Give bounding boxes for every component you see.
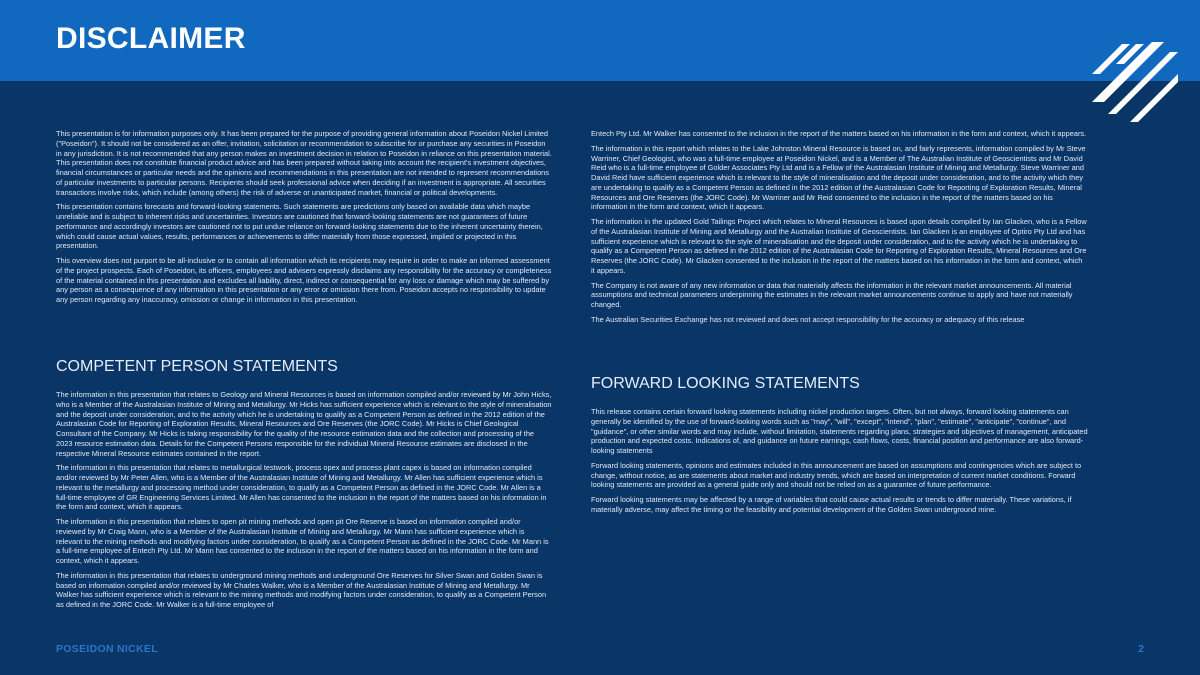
- footer-brand: POSEIDON NICKEL: [56, 643, 158, 655]
- competent-paragraph: The information in this presentation that relates to metallurgical testwork, process opex and process plant capex is based on information compiled and/or reviewed by Mr Peter Allen, who is a Member of the Australasian Institute of Mining and Metallurgy. Mr Allen has sufficient experience which is relevant to the metallurgy and processing method under consideration, to qualify as a Competent Person as defined in the JORC Code. Mr Allen is a full-time employee of GR Engineering Services Limited. Mr Allen has consented to the inclusion in the report of the matters based on his information in the form and context, which it appears.: [56, 463, 547, 512]
- right-column: [591, 129, 1088, 330]
- intro-paragraph: This overview does not purport to be all-inclusive or to contain all information which its recipients may require in order to make an informed assessment of the project prospects. Each of Poseidon, its officers, employees and advisers expressly disclaims any responsibility for the accuracy or completeness of the material contained in this presentation and excludes all liability, direct, indirect or consequential for any loss or damage which may be suffered by any person as a consequence of any information in this presentation or any error or omission there from. Poseidon accepts no responsibility to update any person regarding any inaccuracy, omission or change in information in this presentation.: [56, 256, 552, 304]
- forward-section-body: [591, 407, 1088, 520]
- intro-paragraph: This presentation is for information purposes only. It has been prepared for the purpose of providing general information about Poseidon Nickel Limited ("Poseidon"). It should not be considered as an offer, invitation, solicitation or recommendation to subscribe for or purchase any securities in Poseidon in any jurisdiction. It is not recommended that any person makes an investment decision in relation to Poseidon in reliance on this presentation material. This presentation does not constitute financial product advice and has been prepared without taking into account the recipient's investment objectives, financial circumstances or particular needs and the opinions and recommendations in this presentation are not intended to represent recommendations of particular investments to particular persons. Recipients should seek professional advice when deciding if an investment is appropriate. All securities transactions involve risks, which include (among others) the risk of adverse or unanticipated market, financial or political developments.: [56, 129, 552, 197]
- competent-section-heading: [56, 358, 338, 376]
- competent-section-body: [56, 390, 552, 615]
- competent-paragraph: The information in this presentation that relates to underground mining methods and underground Ore Reserves for Silver Swan and Golden Swan is based on information compiled and/or reviewed by Mr Charles Walker, who is a Member of the Australasian Institute of Mining and Metallurgy. Mr Walker has sufficient experience which is relevant to the mining methods and modifying factors under consideration, to qualify as a Competent Person as defined in the JORC Code. Mr Walker is a full-time employee of: [56, 570, 547, 609]
- forward-section-heading: [591, 375, 860, 393]
- diagonal-stripes-logo-icon: [1090, 26, 1180, 126]
- page-title: DISCLAIMER: [56, 22, 246, 55]
- right-paragraph: The Australian Securities Exchange has not reviewed and does not accept responsibility for the accuracy or adequacy of this release: [591, 314, 1025, 324]
- forward-heading-badge: FORWARD LOOKING STATEMENTS: [591, 375, 860, 392]
- competent-paragraph: The information in this presentation that relates to Geology and Mineral Resources is based on information compiled and/or reviewed by Mr John Hicks, who is a Member of the Australasian Institute of Mining and Metallurgy. Mr Hicks has sufficient experience which is relevant to the style of mineralisation and the deposit under consideration, and to the activity which he is undertaking to qualify as a Competent Person as defined in the 2012 edition of the Australasian Code for Reporting of Exploration Results, Mineral Resources and Ore Reserves (the JORC Code). Mr Hicks is Chief Geological Consultant of the Company. Mr Hicks is taking responsibility for the quality of the resource estimation data and the collection and processing of the 2023 resource estimation data. Details for the Competent Persons responsible for the individual Mineral Resource estimates are disclosed in the respective Mineral Resource estimates contained in the report.: [56, 390, 552, 458]
- competent-paragraph: The information in this presentation that relates to open pit mining methods and open pit Ore Reserve is based on information compiled and/or reviewed by Mr Craig Mann, who is a Member of the Australasian Institute of Mining and Metallurgy. Mr Mann has sufficient experience which is relevant to the mining methods and modifying factors under consideration, to qualify as a Competent Person as defined in the JORC Code. Mr Mann is a full-time employee of Entech Pty Ltd. Mr Mann has consented to the inclusion in the report of the matters based on his information in the form and context, which it appears.: [56, 517, 549, 565]
- right-paragraph: The information in the updated Gold Tailings Project which relates to Mineral Resources is based upon details compiled by Ian Glacken, who is a Fellow of the Australasian Institute of Mining and Metallurgy and the Australian Institute of Geoscientists. Ian Glacken is an employee of Optiro Pty Ltd and has sufficient experience which is relevant to the style of mineralisation and the deposit under consideration, and to the activity which he is undertaking to qualify as a Competent Person as defined in the 2012 edition of the Australasian Code for Reporting of Exploration Results, Mineral Resources and Ore Reserves (the JORC Code). Mr Glacken consented to the inclusion in the report of the matters based on his information in the form and context, which it appears.: [591, 217, 1087, 275]
- forward-paragraph: Forward looking statements, opinions and estimates included in this announcement are based on assumptions and contingencies which are subject to change, without notice, as are statements about market and industry trends, which are based on interpretation of current market conditions. Forward looking statements are provided as a general guide only and should not be relied on as a guarantee of future performance.: [591, 460, 1082, 490]
- right-paragraph: Entech Pty Ltd. Mr Walker has consented to the inclusion in the report of the matters based on his information in the form and context, which it appears.: [591, 129, 1087, 138]
- forward-paragraph: Forward looking statements may be affected by a range of variables that could cause actual results or trends to differ materially. These variations, if materially adverse, may affect the timing or the feasibility and potential development of the Golden Swan underground mine.: [591, 495, 1072, 514]
- competent-heading-badge: COMPETENT PERSON STATEMENTS: [56, 358, 338, 375]
- intro-paragraph: This presentation contains forecasts and forward-looking statements. Such statements are predictions only based on available data which maybe unreliable and is subject to inherent risks and uncertainties. Investors are cautioned that forward-looking statements are not guarantees of future performance and accordingly investors are cautioned not to put undue reliance on forward-looking statements due to the inherent uncertainty therein, which could cause actual values, results, performances or achievements to differ materially from those expressed, implied or projected in this presentation.: [56, 202, 543, 251]
- intro-column: [56, 129, 552, 310]
- forward-paragraph: This release contains certain forward looking statements including nickel production targets. Often, but not always, forward looking statements can generally be identified by the use of forward-looking words such as "may", "will", "except", "intend", "plan", "estimate", "anticipate", "continue", and "guidance", or other similar words and may include, without limitation, statements regarding plans, strategies and objectives of management, anticipated production and expected costs. Indications of, and guidance on future earnings, cash flows, costs, financial position and performance are also forward-looking statements: [591, 407, 1088, 455]
- right-paragraph: The Company is not aware of any new information or data that materially affects the information in the relevant market announcements. All material assumptions and technical parameters underpinning the estimates in the relevant market announcements continue to apply and have not materially changed.: [591, 280, 1073, 309]
- right-paragraph: The information in this report which relates to the Lake Johnston Mineral Resource is based on, and fairly represents, information compiled by Mr Steve Warriner, Chief Geologist, who was a full-time employee at Poseidon Nickel, and is a Member of The Australian Institute of Geoscientists and Mr David Reid who is a full-time employee of Golder Associates Pty Ltd and is a Fellow of the Australasian Institute of Mining and Metallurgy. Steve Warriner and David Reid have sufficient experience which is relevant to the style of mineralisation and the deposit under consideration, and to the activity which they are undertaking to qualify as a Competent Person as defined in the 2012 edition of the Australasian Code for Reporting of Exploration Results, Mineral Resources and Ore Reserves (the JORC Code). Mr Warriner and Mr Reid consented to the inclusion in the report of the matters based on his information in the form and context, which it appears.: [591, 143, 1086, 212]
- page-number: 2: [1138, 643, 1144, 655]
